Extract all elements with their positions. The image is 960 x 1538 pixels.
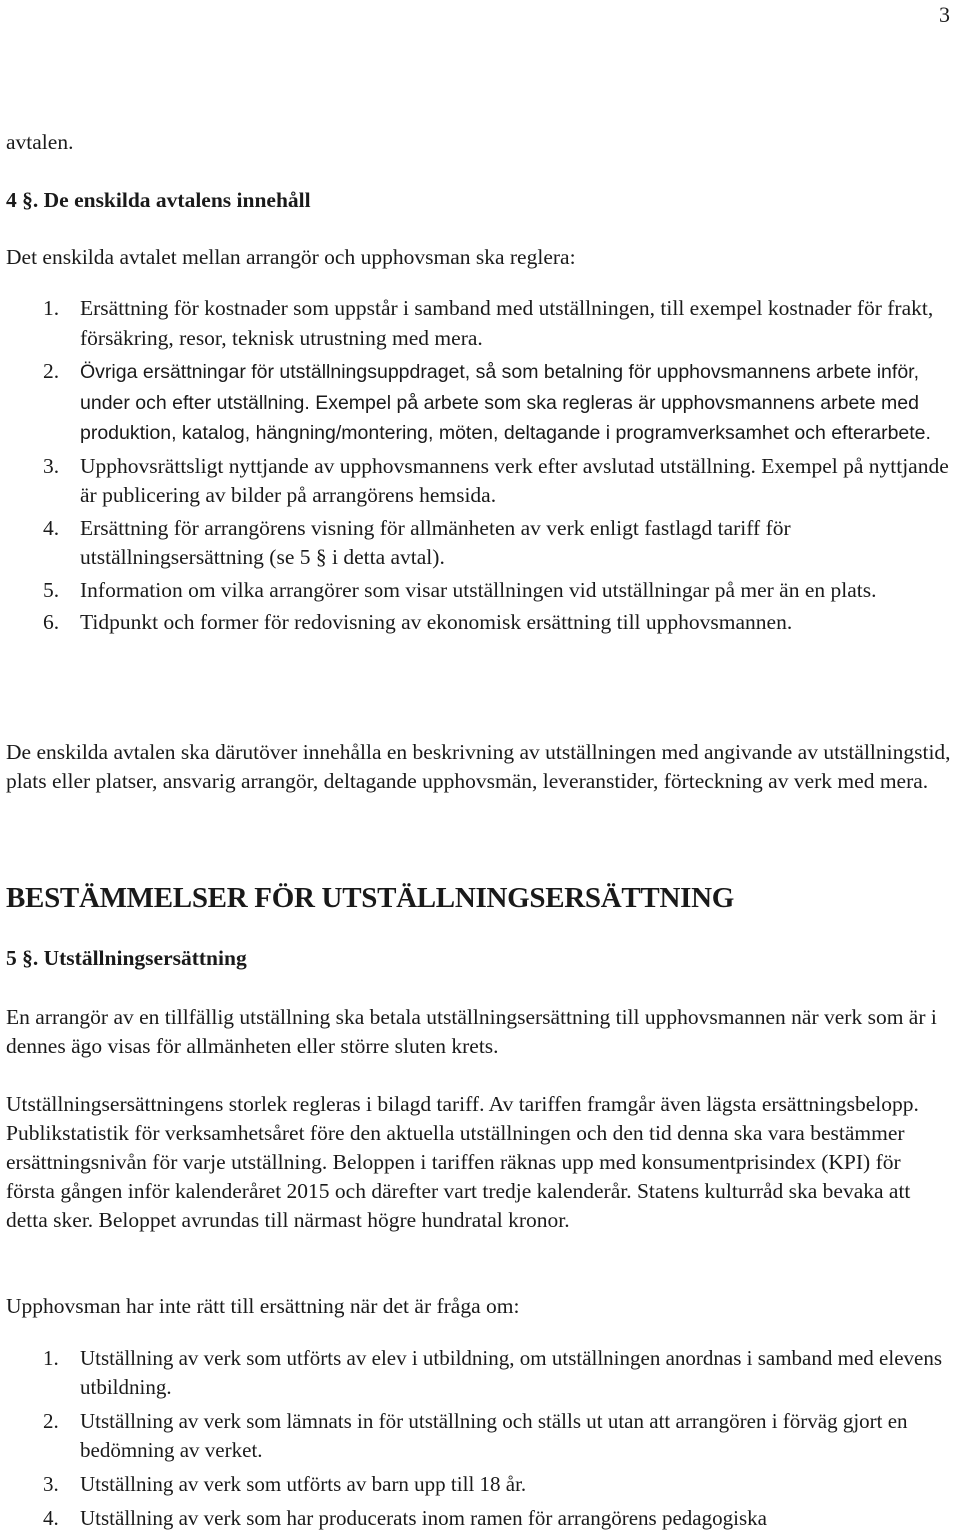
list-item-number: 1. bbox=[43, 296, 60, 320]
list-item-number: 2. bbox=[43, 359, 60, 383]
section4-lead: Det enskilda avtalet mellan arrangör och upphovsman ska reglera: bbox=[6, 245, 576, 269]
section5-para3: Upphovsman har inte rätt till ersättning när det är fråga om: bbox=[6, 1294, 520, 1318]
section5-list bbox=[6, 1344, 952, 1538]
list-item bbox=[6, 1504, 952, 1533]
list-item-number: 3. bbox=[43, 453, 60, 478]
list-item-text: Utställning av verk som lämnats in för utställning och ställs ut utan att arrangören i förväg gjort en bedömning av verket. bbox=[80, 1409, 908, 1462]
page-number: 3 bbox=[939, 2, 950, 27]
section5-para2: Utställningsersättningens storlek regleras i bilagd tariff. Av tariffen framgår även lägsta ersättningsbelopp. Publikstatistik för verksamhetsåret före den aktuella utställningen och den tid denna ska vara bestämmer ersättningsnivån för varje utställning. Beloppen i tariffen räknas upp med konsumentprisindex (KPI) för första gången inför kalenderåret 2015 och därefter vart tredje kalenderår. Statens kulturråd ska bevaka att detta sker. Beloppet avrundas till närmast högre hundratal kronor. bbox=[6, 1092, 919, 1232]
list-item-number: 2. bbox=[43, 1409, 59, 1433]
list-item-text-sans: Övriga ersättningar för utställningsuppdraget, så som betalning för upphovsmannens arbete inför, under och efter utställning. bbox=[80, 361, 919, 414]
list-item bbox=[6, 452, 952, 511]
list-item-text: Utställning av verk som har producerats inom ramen för arrangörens pedagogiska bbox=[80, 1506, 767, 1530]
list-item-text: Utställning av verk som utförts av barn upp till 18 år. bbox=[80, 1472, 527, 1496]
list-item-number: 3. bbox=[43, 1472, 59, 1496]
list-item-text: Tidpunkt och former för redovisning av ekonomisk ersättning till upphovsmannen. bbox=[80, 610, 793, 634]
section4-closing: De enskilda avtalen ska därutöver innehålla en beskrivning av utställningen med angivande av utställningstid, plats eller platser, ansvarig arrangör, deltagande upphovsmän, leveranstider, förteckning av verk med mera. bbox=[6, 740, 951, 793]
list-item-number: 4. bbox=[43, 1506, 59, 1530]
list-item-number: 6. bbox=[43, 610, 60, 634]
list-item-text: Ersättning för kostnader som uppstår i samband med utställningen, till exempel kostnader för frakt, försäkring, resor, teknisk utrustning med mera. bbox=[80, 296, 934, 350]
list-item bbox=[6, 1470, 952, 1499]
list-item bbox=[6, 1344, 952, 1402]
section5-title: 5 §. Utställningsersättning bbox=[6, 946, 247, 970]
section4-list bbox=[6, 294, 952, 638]
list-item-number: 1. bbox=[43, 1346, 59, 1370]
list-item-number: 4. bbox=[43, 515, 60, 540]
list-item-text: Utställning av verk som utförts av elev i utbildning, om utställningen anordnas i samband med elevens utbildning. bbox=[80, 1346, 943, 1399]
list-item bbox=[6, 576, 952, 606]
list-item bbox=[6, 294, 952, 353]
list-item-text: Information om vilka arrangörer som visar utställningen vid utställningar på mer än en plats. bbox=[80, 577, 877, 602]
main-heading: BESTÄMMELSER FÖR UTSTÄLLNINGSERSÄTTNING bbox=[6, 882, 734, 914]
list-item bbox=[6, 1407, 952, 1465]
section5-para1: En arrangör av en tillfällig utställning ska betala utställningsersättning till upphovsmannen när verk som är i dennes ägo visas för allmänheten eller större sluten krets. bbox=[6, 1005, 937, 1058]
list-item-text: Upphovsrättsligt nyttjande av upphovsmannens verk efter avslutad utställning. Exempel på nyttjande är publicering av bilder på arrangörens hemsida. bbox=[80, 453, 949, 507]
intro-fragment: avtalen. bbox=[6, 130, 74, 154]
list-item bbox=[6, 514, 952, 573]
list-item bbox=[6, 357, 952, 449]
section4-title: 4 §. De enskilda avtalens innehåll bbox=[6, 188, 311, 212]
list-item-text: Exempel på arbete som ska regleras är upphovsmannens arbete med produktion, katalog, hängning/montering, möten, deltagande i programverksamhet och efterarbete. bbox=[80, 391, 931, 444]
list-item bbox=[6, 608, 952, 638]
list-item-number: 5. bbox=[43, 577, 60, 602]
list-item-text: Ersättning för arrangörens visning för allmänheten av verk enligt fastlagd tariff för utställningsersättning (se 5 § i detta avtal). bbox=[80, 515, 791, 569]
